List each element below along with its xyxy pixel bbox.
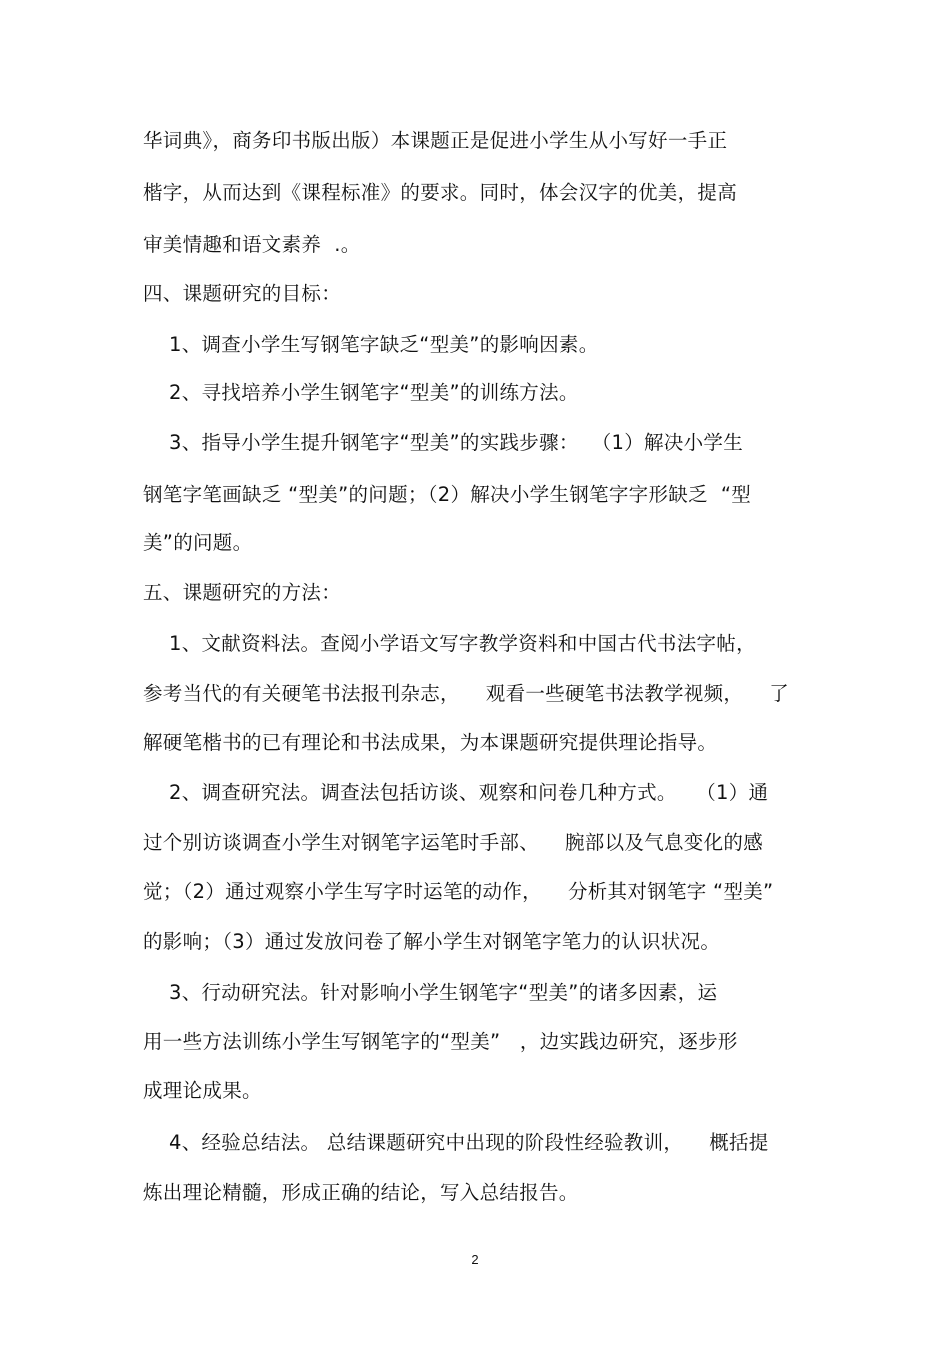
text-line: 钢笔字笔画缺乏 “型美”的问题；（2）解决小学生钢笔字字形缺乏 “型	[143, 483, 752, 506]
section-heading: 四、课题研究的目标：	[143, 282, 342, 305]
text-line: 觉；（2）通过观察小学生写字时运笔的动作， 分析其对钢笔字 “型美”	[143, 880, 774, 903]
text-line: 炼出理论精髓，形成正确的结论，写入总结报告。	[143, 1181, 579, 1204]
text-line: 审美情趣和语文素养 .。	[143, 233, 361, 256]
list-item: 1、调查小学生写钢笔字缺乏“型美”的影响因素。	[143, 333, 599, 356]
list-item: 2、寻找培养小学生钢笔字“型美”的训练方法。	[143, 381, 579, 404]
list-item: 3、指导小学生提升钢笔字“型美”的实践步骤： （1）解决小学生	[143, 431, 744, 454]
text-line: 参考当代的有关硬笔书法报刊杂志， 观看一些硬笔书法教学视频， 了	[143, 682, 789, 705]
text-line: 成理论成果。	[143, 1079, 262, 1102]
text-line: 用一些方法训练小学生写钢笔字的“型美” ，边实践边研究，逐步形	[143, 1030, 738, 1053]
list-item: 3、行动研究法。针对影响小学生钢笔字“型美”的诸多因素，运	[143, 981, 718, 1004]
page-number: 2	[471, 1252, 479, 1267]
list-item: 2、调查研究法。调查法包括访谈、观察和问卷几种方式。 （1）通	[143, 781, 769, 804]
section-heading: 五、课题研究的方法：	[143, 581, 342, 604]
text-line: 过个别访谈调查小学生对钢笔字运笔时手部、 腕部以及气息变化的感	[143, 831, 763, 854]
text-line: 华词典》，商务印书版出版）本课题正是促进小学生从小写好一手正	[143, 129, 728, 152]
list-item: 1、文献资料法。查阅小学语文写字教学资料和中国古代书法字帖，	[143, 632, 756, 655]
text-line: 解硬笔楷书的已有理论和书法成果，为本课题研究提供理论指导。	[143, 731, 718, 754]
list-item: 4、经验总结法。 总结课题研究中出现的阶段性经验教训， 概括提	[143, 1131, 769, 1154]
text-line: 的影响；（3）通过发放问卷了解小学生对钢笔字笔力的认识状况。	[143, 930, 721, 953]
text-line: 楷字，从而达到《课程标准》的要求。同时，体会汉字的优美，提高	[143, 181, 738, 204]
text-line: 美”的问题。	[143, 531, 253, 554]
